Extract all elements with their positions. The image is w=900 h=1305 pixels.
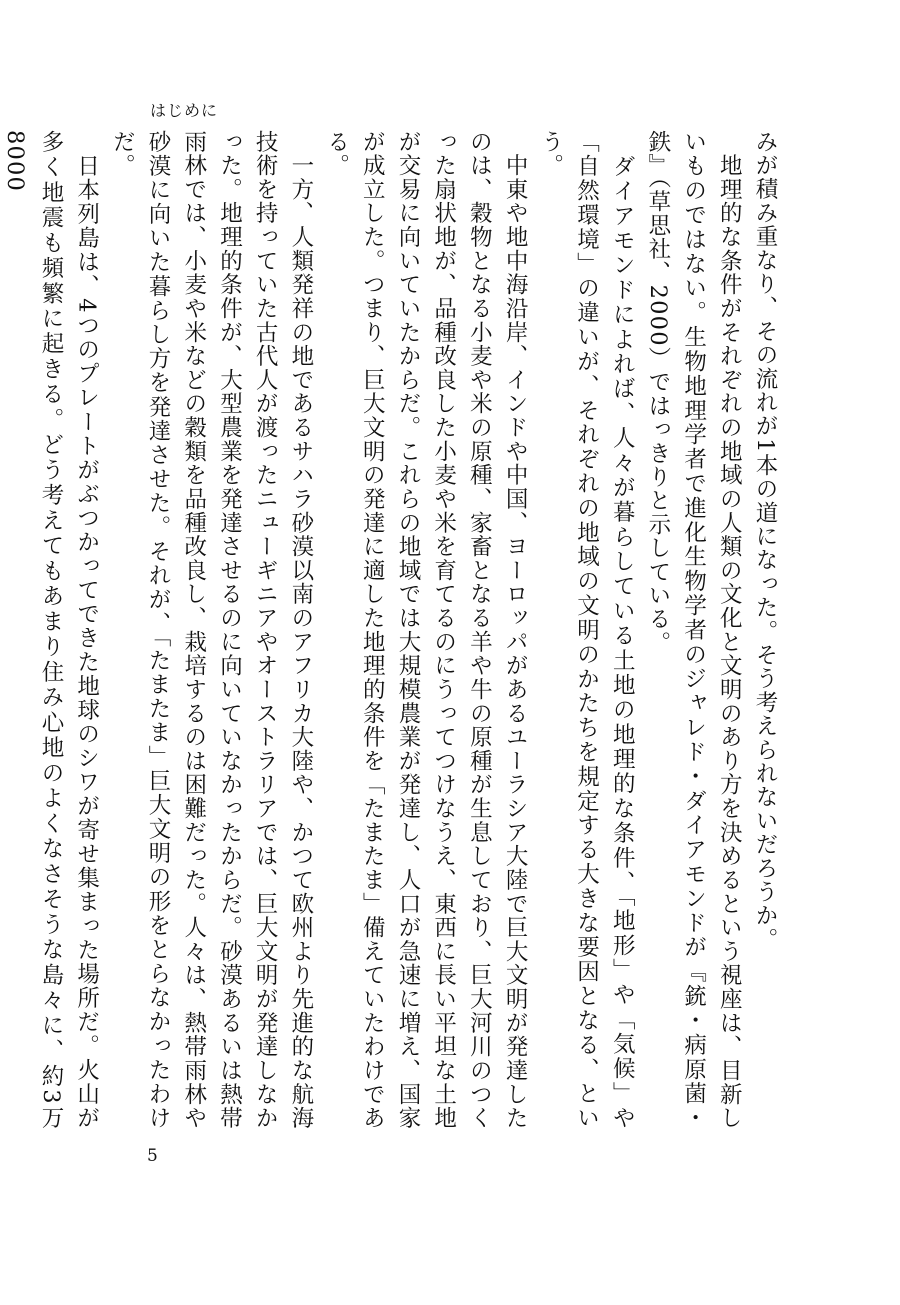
body-text [2,130,782,1130]
paragraph: 中東や地中海沿岸、インドや中国、ヨーロッパがあるユーラシア大陸で巨大文明が発達したのは、穀物となる小麦や米の原種、家畜となる羊や牛の原種が生息しており、巨大河川のつくった扇状地が、品種改良した小麦や米を育てるのにうってつけなうえ、東西に長い平坦な土地が交易に向いていたからだ。これらの地域では大規模農業が発達し、人口が急速に増え、国家が成立した。つまり、巨大文明の発達に適した地理的条件を「たまたま」備えていたわけである。 [323,130,529,1130]
paragraph: ダイアモンドによれば、人々が暮らしている土地の地理的な条件、「地形」や「気候」や「自然環境」の違いが、それぞれの地域の文明のかたちを規定する大きな要因となる、という。 [537,130,636,1130]
paragraph: 日本列島は、4つのプレートがぶつかってできた地球のシワが寄せ集まった場所だ。火山が多く地震も頻繁に起きる。どう考えてもあまり住み心地のよくなさそうな島々に、約3万8000 [2,130,100,1130]
paragraph: みが積み重なり、その流れが1本の道になった。そう考えられないだろうか。 [752,130,778,952]
page-number: 5 [147,1146,158,1166]
paragraph: 一方、人類発祥の地であるサハラ砂漠以南のアフリカ大陸や、かつて欧州より先進的な航海技術を持っていた古代人が渡ったニューギニアやオーストラリアでは、巨大文明が発達しなかった。地理的条件が、大型農業を発達させるのに向いていなかったからだ。砂漠あるいは熱帯雨林では、小麦や米などの穀類を品種改良し、栽培するのは困難だった。人々は、熱帯雨林や砂漠に向いた暮らし方を発達させた。それが、「たまたま」巨大文明の形をとらなかったわけだ。 [109,130,314,1130]
paragraph: 地理的な条件がそれぞれの地域の人類の文化と文明のあり方を決めるという視座は、目新しいものではない。生物地理学者で進化生物学者のジャレド・ダイアモンドが『銃・病原菌・鉄』（草思社、2000）ではっきりと示している。 [644,130,743,1130]
running-head: はじめに [150,101,219,120]
